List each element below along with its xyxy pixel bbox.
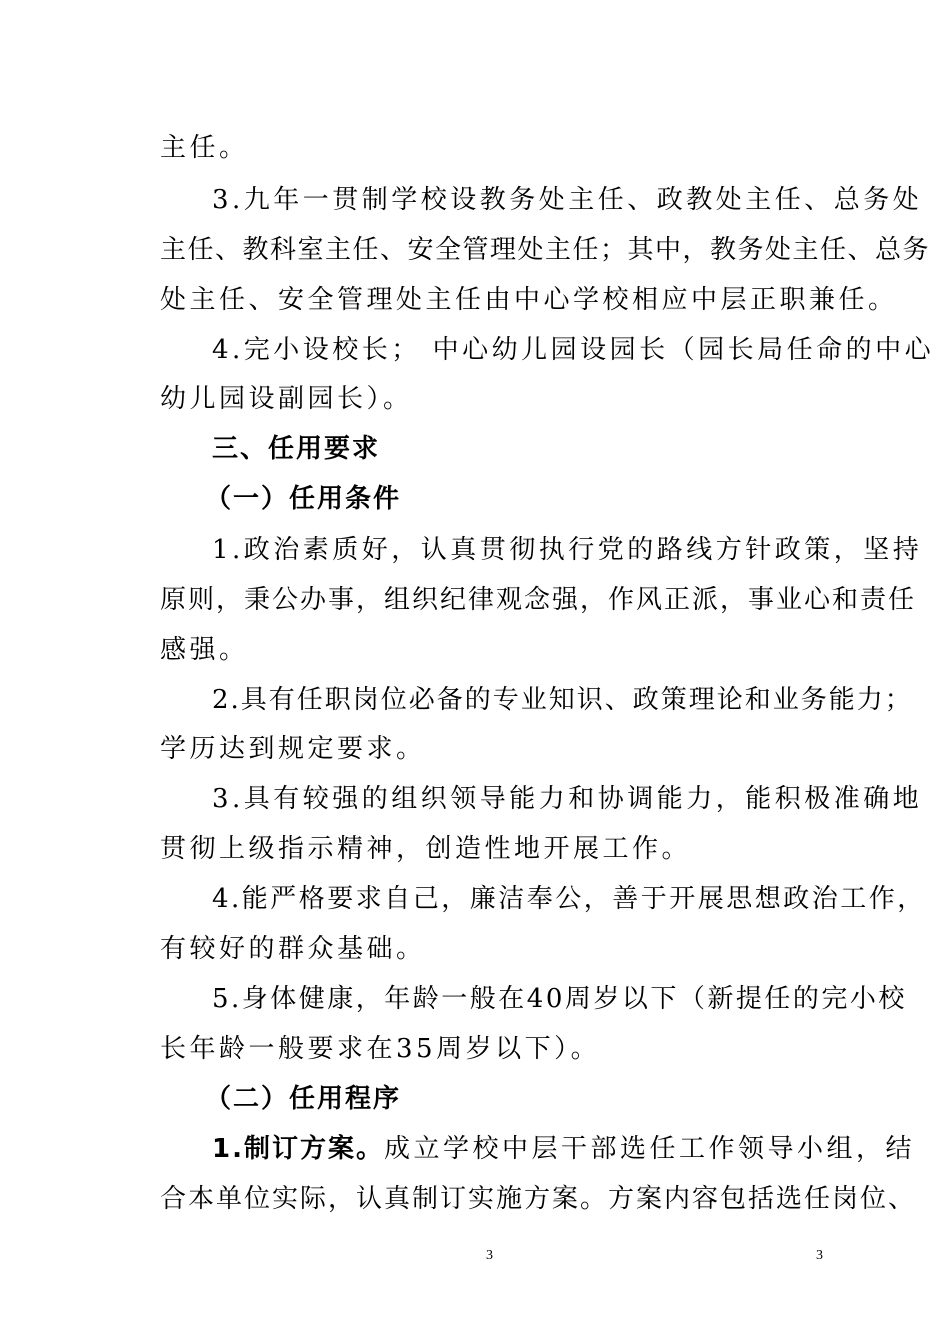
- subsection-heading: （二）任用程序: [205, 1084, 402, 1114]
- text-line: 处主任、安全管理处主任由中心学校相应中层正职兼任。: [160, 285, 898, 315]
- text-line: 学历达到规定要求。: [160, 734, 426, 764]
- text-line: 合本单位实际，认真制订实施方案。方案内容包括选任岗位、: [160, 1184, 917, 1214]
- text-line: 幼儿园设副园长）。: [160, 384, 413, 414]
- text-line: [212, 1134, 915, 1164]
- text-line: 4.能严格要求自己，廉洁奉公，善于开展思想政治工作，: [212, 884, 926, 914]
- text-line: 2.具有任职岗位必备的专业知识、政策理论和业务能力；: [212, 685, 913, 715]
- subsection-heading: （一）任用条件: [205, 484, 402, 514]
- text-line: 长年龄一般要求在35周岁以下）。: [160, 1034, 601, 1064]
- text-line: 4.完小设校长； 中心幼儿园设园长（园长局任命的中心: [212, 335, 935, 365]
- text-line: 3.九年一贯制学校设教务处主任、政教处主任、总务处: [212, 185, 923, 215]
- text-line: 主任、教科室主任、安全管理处主任；其中，教务处主任、总务: [160, 235, 931, 265]
- text-line: 原则，秉公办事，组织纪律观念强，作风正派，事业心和责任: [160, 585, 917, 615]
- text-line: 3.具有较强的组织领导能力和协调能力，能积极准确地: [212, 784, 923, 814]
- text-line: 主任。: [160, 133, 249, 163]
- page-number-right: 3: [816, 1248, 823, 1263]
- text-line: 贯彻上级指示精神，创造性地开展工作。: [160, 834, 692, 864]
- text-line: 感强。: [160, 635, 249, 665]
- text-span: 成立学校中层干部选任工作领导小组，结: [383, 1134, 915, 1164]
- bold-lead: 1.制订方案。: [212, 1134, 384, 1164]
- section-heading: 三、任用要求: [212, 434, 381, 464]
- page-number-center: 3: [486, 1248, 493, 1263]
- text-line: 1.政治素质好，认真贯彻执行党的路线方针政策，坚持: [212, 535, 923, 565]
- text-line: 有较好的群众基础。: [160, 934, 426, 964]
- text-line: 5.身体健康，年龄一般在40周岁以下（新提任的完小校: [212, 984, 907, 1014]
